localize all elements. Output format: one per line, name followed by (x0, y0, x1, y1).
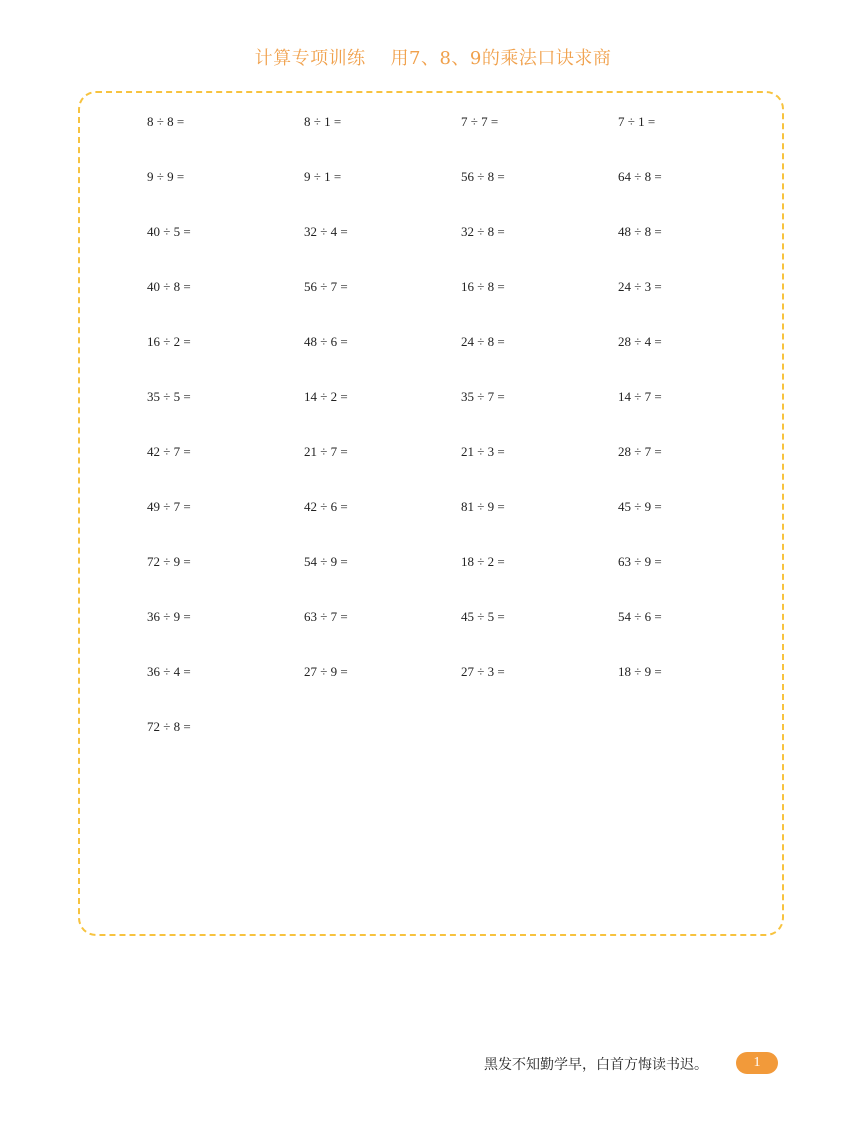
division-problem: 32 ÷ 8 = (461, 224, 505, 239)
division-problem: 18 ÷ 9 = (618, 664, 662, 679)
division-problem: 54 ÷ 6 = (618, 609, 662, 624)
division-problem: 35 ÷ 5 = (147, 389, 191, 404)
page-number-badge: 1 (736, 1052, 778, 1074)
footer-motto: 黑发不知勤学早，白首方悔读书迟。 (484, 1057, 708, 1073)
division-problem: 14 ÷ 7 = (618, 389, 662, 404)
division-problem: 56 ÷ 7 = (304, 279, 348, 294)
division-problem: 28 ÷ 7 = (618, 444, 662, 459)
division-problem: 45 ÷ 5 = (461, 609, 505, 624)
division-problem: 40 ÷ 8 = (147, 279, 191, 294)
division-problem: 9 ÷ 1 = (304, 169, 342, 184)
division-problem: 54 ÷ 9 = (304, 554, 348, 569)
division-problem: 48 ÷ 8 = (618, 224, 662, 239)
division-problem: 56 ÷ 8 = (461, 169, 505, 184)
division-problem: 35 ÷ 7 = (461, 389, 505, 404)
division-problem: 72 ÷ 9 = (147, 554, 191, 569)
division-problem: 27 ÷ 9 = (304, 664, 348, 679)
page-title: 计算专项训练 用7、8、9的乘法口诀求商 (254, 48, 612, 69)
division-problem: 9 ÷ 9 = (147, 169, 185, 184)
division-problem: 63 ÷ 9 = (618, 554, 662, 569)
division-problem: 49 ÷ 7 = (147, 499, 191, 514)
division-problem: 45 ÷ 9 = (618, 499, 662, 514)
division-problem: 8 ÷ 1 = (304, 114, 342, 129)
division-problem: 42 ÷ 6 = (304, 499, 348, 514)
division-problem: 36 ÷ 9 = (147, 609, 191, 624)
division-problem: 48 ÷ 6 = (304, 334, 348, 349)
division-problem: 42 ÷ 7 = (147, 444, 191, 459)
division-problem: 32 ÷ 4 = (304, 224, 348, 239)
division-problem: 81 ÷ 9 = (461, 499, 505, 514)
division-problem: 18 ÷ 2 = (461, 554, 505, 569)
division-problem: 21 ÷ 3 = (461, 444, 505, 459)
division-problem: 72 ÷ 8 = (147, 719, 191, 734)
division-problem: 8 ÷ 8 = (147, 114, 185, 129)
division-problem: 27 ÷ 3 = (461, 664, 505, 679)
division-problem: 28 ÷ 4 = (618, 334, 662, 349)
division-problem: 40 ÷ 5 = (147, 224, 191, 239)
problem-grid (147, 112, 787, 772)
division-problem: 21 ÷ 7 = (304, 444, 348, 459)
division-problem: 14 ÷ 2 = (304, 389, 348, 404)
division-problem: 36 ÷ 4 = (147, 664, 191, 679)
division-problem: 24 ÷ 3 = (618, 279, 662, 294)
division-problem: 24 ÷ 8 = (461, 334, 505, 349)
division-problem: 7 ÷ 1 = (618, 114, 656, 129)
division-problem: 64 ÷ 8 = (618, 169, 662, 184)
division-problem: 7 ÷ 7 = (461, 114, 499, 129)
division-problem: 63 ÷ 7 = (304, 609, 348, 624)
division-problem: 16 ÷ 8 = (461, 279, 505, 294)
division-problem: 16 ÷ 2 = (147, 334, 191, 349)
